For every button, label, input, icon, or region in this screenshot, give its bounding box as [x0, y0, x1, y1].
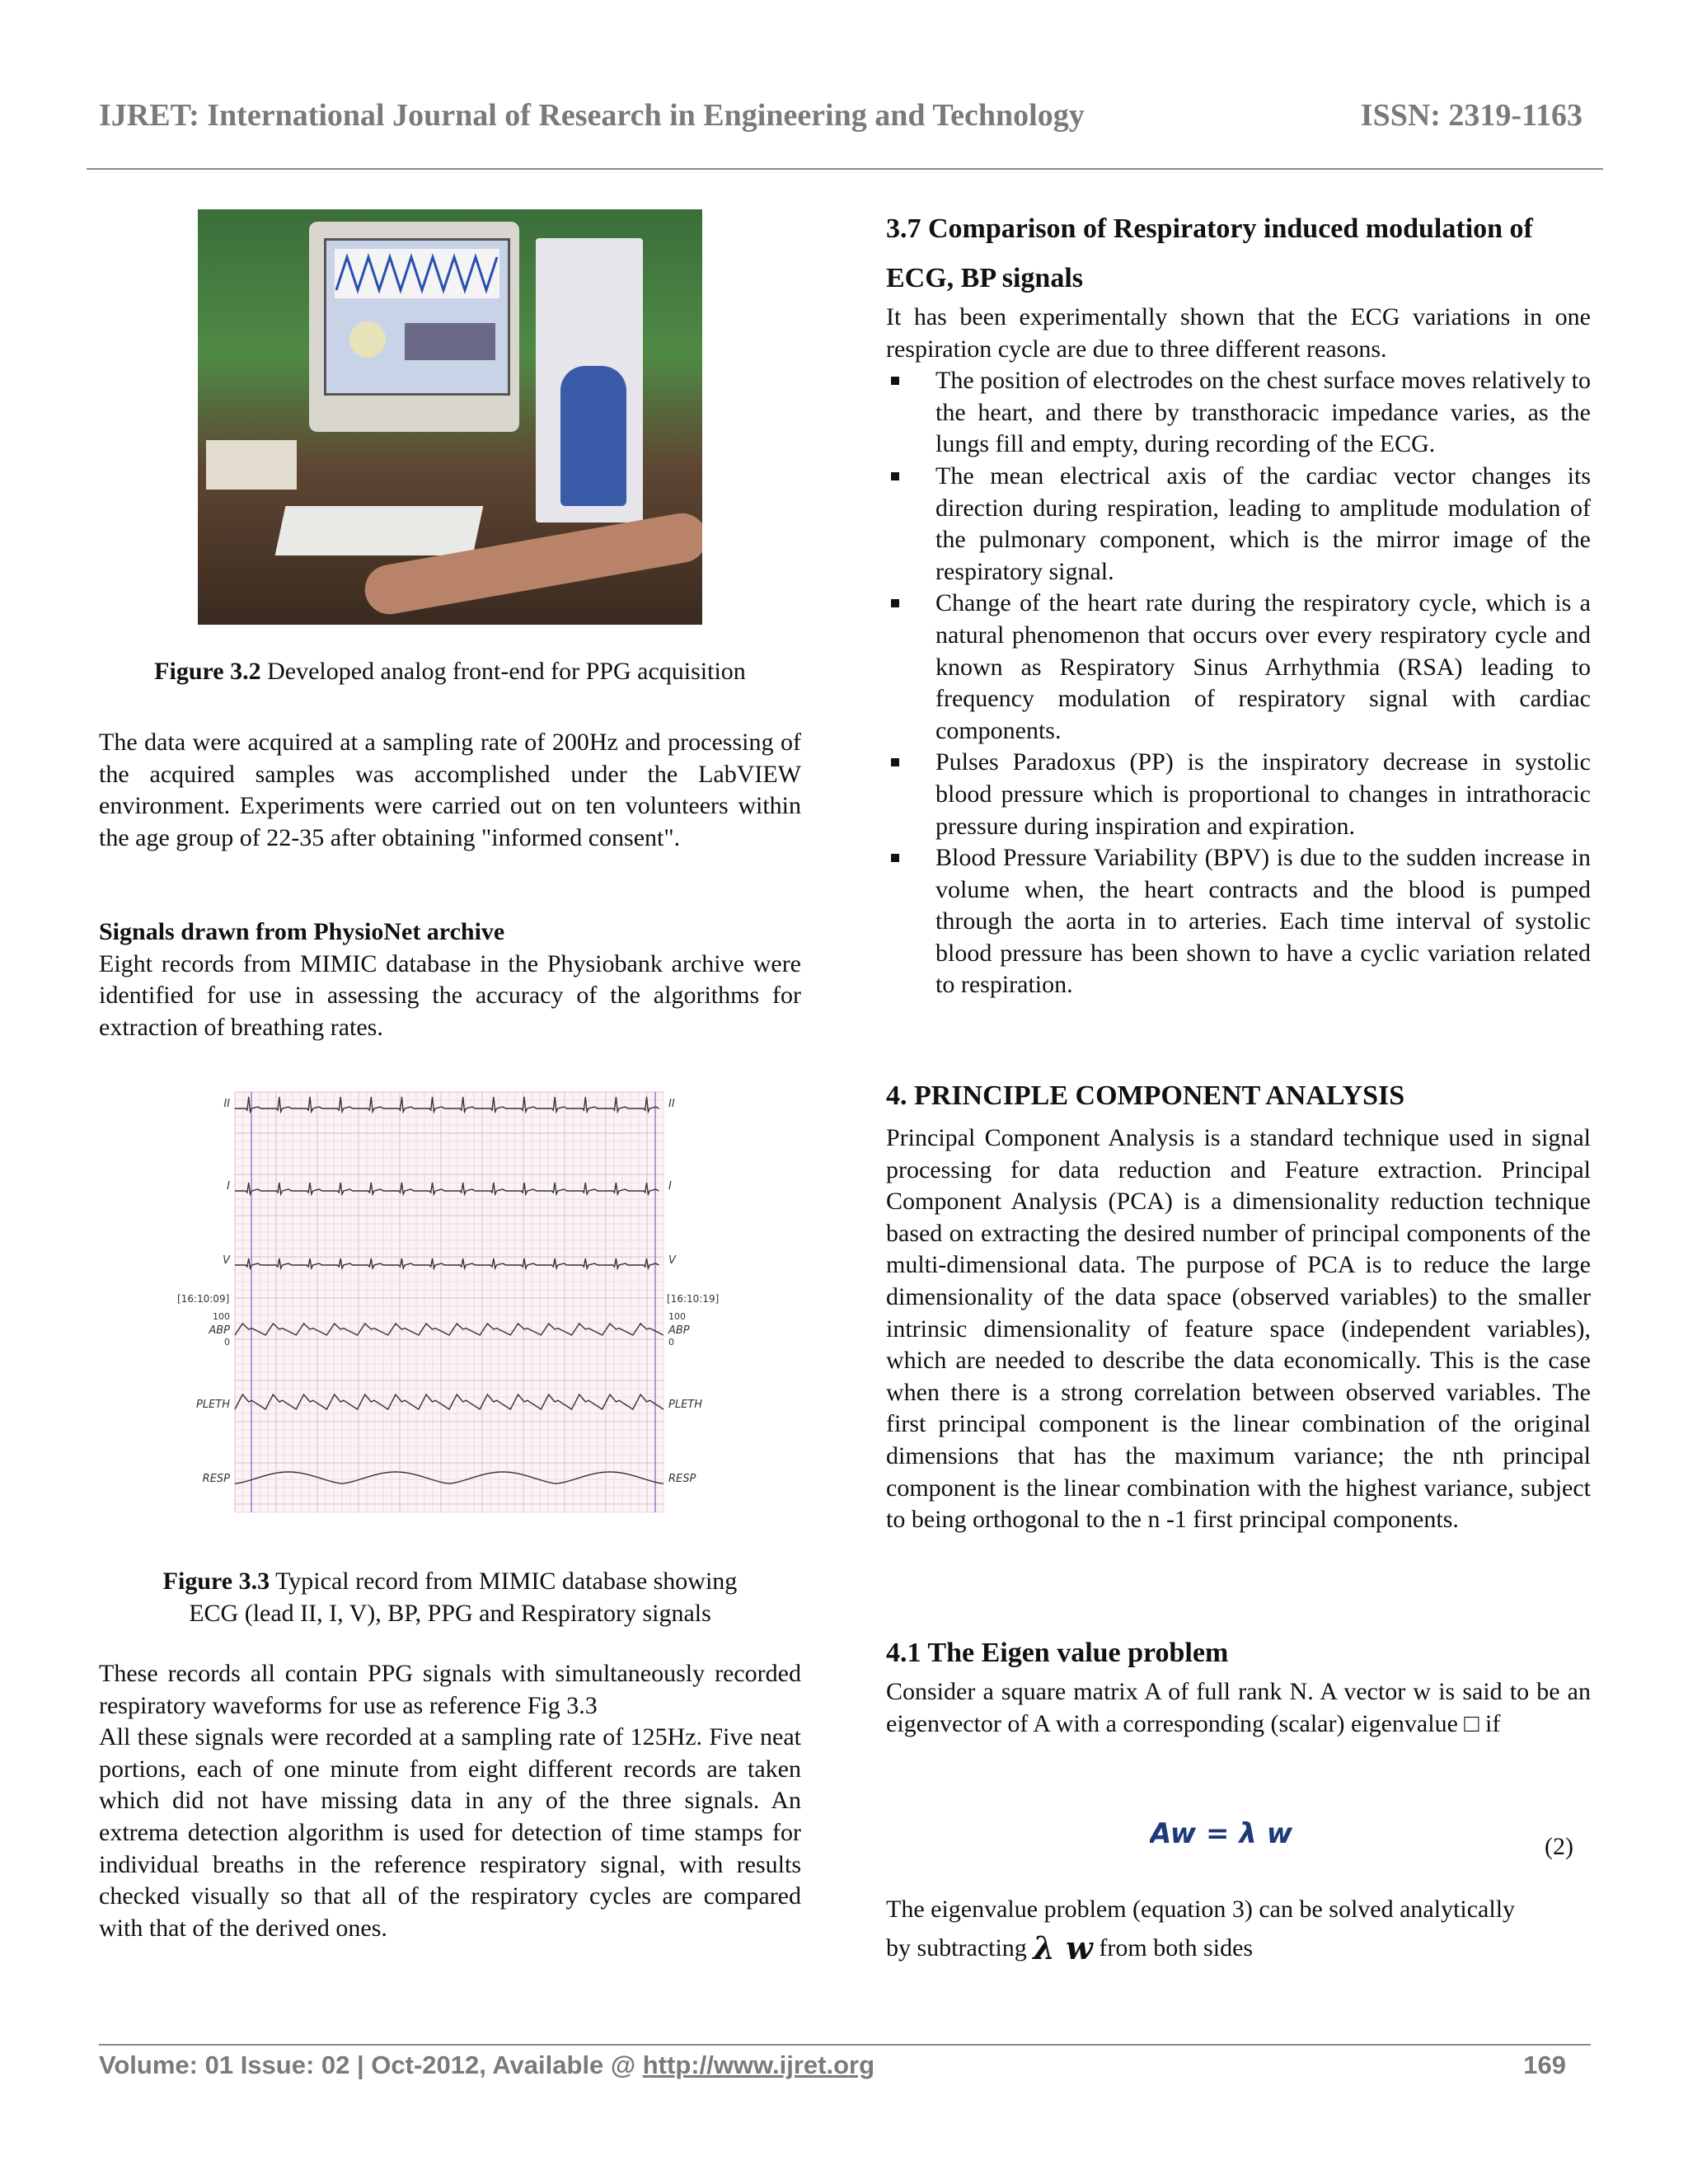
- lead-label-right-abp: ABP: [668, 1324, 690, 1337]
- photo-tower-front: [560, 366, 626, 506]
- journal-title: IJRET: International Journal of Research in Engineering and Technology: [99, 98, 1085, 133]
- figure-3-3-caption-2: ECG (lead II, I, V), BP, PPG and Respiratory signals: [189, 1599, 711, 1627]
- lead-label-left-resp: RESP: [202, 1473, 230, 1485]
- section-3-7-title-2: ECG, BP signals: [886, 263, 1084, 293]
- physionet-section: [99, 916, 801, 1043]
- section-4-title: 4. PRINCIPLE COMPONENT ANALYSIS: [886, 1080, 1405, 1111]
- lead-label-right-pleth: PLETH: [668, 1399, 703, 1411]
- figure-3-2-caption: [99, 656, 801, 688]
- inline-lambda-w: λ w: [1033, 1929, 1093, 1966]
- lead-label-left-abp: ABP: [209, 1324, 230, 1337]
- after-equation-text: [886, 1892, 1591, 1970]
- after-eq-line-2: [886, 1927, 1591, 1970]
- page-number: 169: [1523, 2050, 1566, 2079]
- bullet-item: The position of electrodes on the chest surface moves relatively to the heart, and there by transthoracic impedance varies, as the lungs fill and empty, during recording of the ECG.: [886, 365, 1591, 461]
- para-records-contain: These records all contain PPG signals with simultaneously recorded respiratory waveforms for use as reference Fig 3.3: [99, 1660, 801, 1719]
- equation-2-image: [1150, 1813, 1298, 1854]
- abp-scale-bottom-right: 0: [668, 1337, 674, 1347]
- photo-screen-waveform: [326, 241, 508, 393]
- mimic-record-svg: [177, 1088, 721, 1516]
- bullet-item: The mean electrical axis of the cardiac vector changes its direction during respiration, leading to amplitude modulation of the pulmonary component, which is the mirror image of the respiratory signal.: [886, 461, 1591, 588]
- bullet-item: Blood Pressure Variability (BPV) is due to the sudden increase in volume when, the heart contracts and the blood is pumped through the aorta in to arteries. Each time interval of systolic blood pressure has been shown to have a cyclic variation related to respiration.: [886, 842, 1591, 1001]
- figure-3-2-caption-text: Developed analog front-end for PPG acquisition: [260, 658, 746, 685]
- time-end-label: [16:10:19]: [667, 1293, 720, 1305]
- figure-3-3-label: Figure 3.3: [162, 1568, 270, 1595]
- physionet-subhead: Signals drawn from PhysioNet archive: [99, 918, 505, 945]
- section-4-paragraph: Principal Component Analysis is a standard technique used in signal processing for data reduction and Feature extraction. Principal Component Analysis (PCA) is a dimensionality reduction technique based on extracting the desired number of principal components of the multi-dimensional data. The purpose of PCA is to reduce the large dimensionality of the data space (observed variables) to the smaller intrinsic dimensionality of feature space (independent variables), which are needed to describe the data economically. This is the case when there is a strong correlation between observed variables. The first principal component is the linear combination of the original dimensions that has the maximum variance; the nth principal component is the linear combination with the highest variance, subject to being orthogonal to the n -1 first principal components.: [886, 1124, 1591, 1534]
- after-eq-line-2b: from both sides: [1092, 1934, 1254, 1961]
- equation-number: (2): [1545, 1833, 1573, 1860]
- photo-screen: [324, 238, 510, 396]
- lead-label-left-ii: II: [223, 1098, 230, 1110]
- lead-label-right-resp: RESP: [668, 1473, 696, 1485]
- section-4-1-paragraph: Consider a square matrix A of full rank N. A vector w is said to be an eigenvector of A with a corresponding (scalar) eigenvalue □ if: [886, 1678, 1591, 1737]
- section-3-7-title-1: 3.7 Comparison of Respiratory induced modulation of: [886, 213, 1533, 244]
- figure-3-2-label: Figure 3.2: [154, 658, 261, 685]
- abp-scale-bottom-left: 0: [224, 1337, 230, 1347]
- footer-volume: [99, 2050, 874, 2080]
- section-4: [886, 1070, 1591, 1536]
- photo-keyboard: [275, 506, 484, 555]
- photo-front-end-box: [206, 440, 297, 490]
- after-eq-line-1: The eigenvalue problem (equation 3) can be solved analytically: [886, 1896, 1516, 1923]
- modulation-reasons-list: [886, 365, 1591, 1001]
- lead-label-right-ii: II: [668, 1098, 675, 1110]
- left-paragraph-3: [99, 1658, 801, 1944]
- footer-rule: [99, 2044, 1591, 2046]
- bullet-item: Change of the heart rate during the respiratory cycle, which is a natural phenomenon that occurs over every respiratory cycle and known as Respiratory Sinus Arrhythmia (RSA) leading to frequency modulation of respiratory signal with cardiac components.: [886, 588, 1591, 747]
- footer-volume-text: Volume: 01 Issue: 02 | Oct-2012, Available @: [99, 2050, 643, 2079]
- section-3-7: [886, 203, 1591, 1001]
- figure-3-2-photo: [198, 209, 702, 625]
- abp-scale-top-left: 100: [213, 1311, 230, 1322]
- time-start-label: [16:10:09]: [177, 1293, 230, 1305]
- left-paragraph-1: [99, 727, 801, 854]
- chart-grid: [235, 1092, 663, 1512]
- section-4-1: [886, 1630, 1591, 1740]
- footer-url-link[interactable]: http://www.ijret.org: [642, 2050, 875, 2079]
- page-header: [99, 97, 1582, 147]
- figure-3-3-caption: [99, 1566, 801, 1629]
- after-eq-line-2a: by subtracting: [886, 1934, 1034, 1961]
- abp-scale-top-right: 100: [668, 1311, 686, 1322]
- para-acquisition: The data were acquired at a sampling rate of 200Hz and processing of the acquired samples was accomplished under the LabVIEW environment. Experiments were carried out on ten volunteers within the age group of 22-35 after obtaining "informed consent".: [99, 729, 801, 851]
- lead-label-right-i: I: [668, 1180, 672, 1193]
- section-3-7-intro: It has been experimentally shown that the ECG variations in one respiration cycle are due to three different reasons.: [886, 303, 1591, 363]
- para-sampling-125: All these signals were recorded at a sampling rate of 125Hz. Five neat portions, each of one minute from eight different records are taken which did not have missing data in any of the three signals. An extrema detection algorithm is used for detection of time stamps for individual breaths in the reference respiratory signal, with results checked visually so that all of the respiratory cycles are compared with that of the derived ones.: [99, 1723, 801, 1942]
- lead-label-right-v: V: [668, 1254, 676, 1267]
- header-rule: [87, 168, 1603, 170]
- page-footer: [99, 2050, 1566, 2092]
- equation-2-text: Aw = λ w: [1150, 1817, 1293, 1850]
- lead-label-left-pleth: PLETH: [195, 1399, 230, 1411]
- section-4-1-title: 4.1 The Eigen value problem: [886, 1638, 1229, 1668]
- lead-label-left-v: V: [223, 1254, 230, 1267]
- bullet-item: Pulses Paradoxus (PP) is the inspiratory decrease in systolic blood pressure which is proportional to changes in intrathoracic pressure during inspiration and expiration.: [886, 747, 1591, 842]
- figure-3-3-chart: [177, 1088, 721, 1516]
- lead-label-left-i: I: [227, 1180, 230, 1193]
- figure-3-3-caption-1: Typical record from MIMIC database showing: [270, 1568, 738, 1595]
- para-mimic-records: Eight records from MIMIC database in the Physiobank archive were identified for use in assessing the accuracy of the algorithms for extraction of breathing rates.: [99, 949, 801, 1041]
- issn: ISSN: 2319-1163: [1360, 98, 1582, 133]
